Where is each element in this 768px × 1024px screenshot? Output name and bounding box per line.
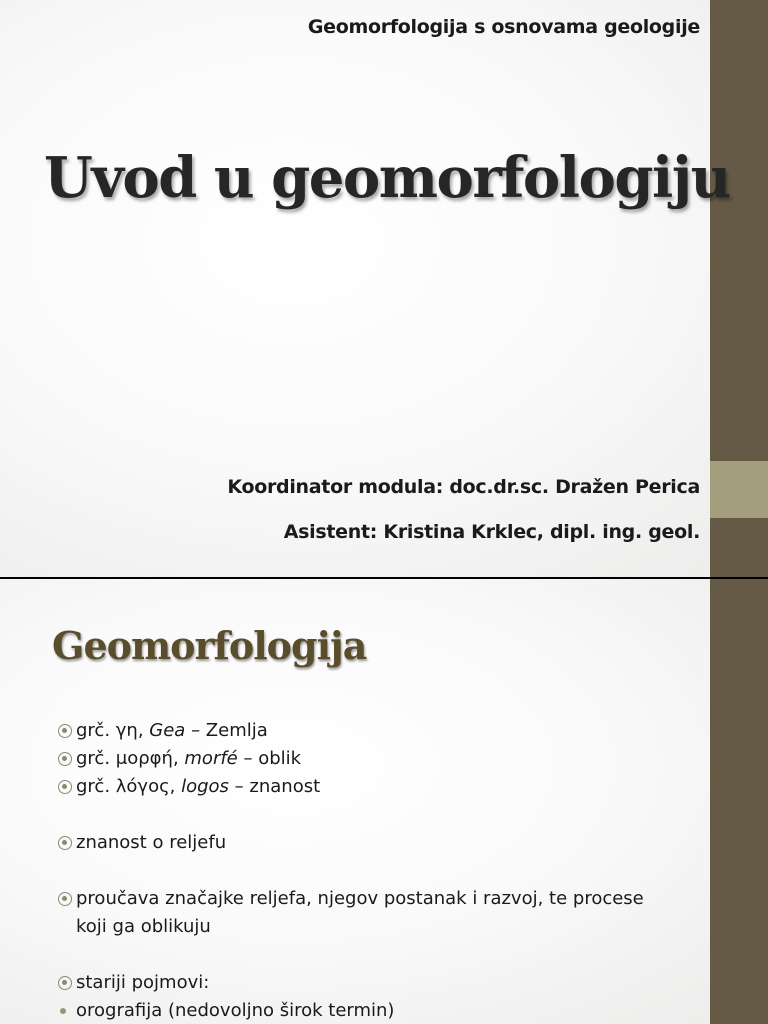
bullet-list [56, 717, 696, 1024]
etymology-meaning: – znanost [228, 776, 321, 797]
circle-bullet-icon [58, 724, 72, 738]
etymology-meaning: – Zemlja [185, 720, 268, 741]
list-item-etymology-1 [56, 717, 696, 745]
slide-title: Uvod u geomorfologiju [44, 145, 730, 211]
course-name: Geomorfologija s osnovama geologije [307, 16, 700, 38]
etymology-term: Gea [149, 720, 186, 741]
circle-bullet-icon [58, 892, 72, 906]
list-item-study [56, 885, 696, 913]
list-item-older-terms [56, 969, 696, 997]
etymology-prefix: grč. γη, [76, 720, 150, 741]
sub-list-item [56, 997, 696, 1024]
side-accent-bar [710, 0, 768, 577]
etymology-term: morfé [184, 748, 238, 769]
circle-bullet-icon [58, 780, 72, 794]
circle-bullet-icon [58, 976, 72, 990]
study-text-line2: koji ga oblikuju [76, 916, 211, 937]
etymology-term: logos [181, 776, 229, 797]
etymology-prefix: grč. λόγος, [76, 776, 182, 797]
etymology-prefix: grč. μορφή, [76, 748, 185, 769]
definition-text: znanost o reljefu [76, 832, 227, 853]
circle-bullet-icon [58, 836, 72, 850]
list-item-etymology-2 [56, 745, 696, 773]
slide-heading: Geomorfologija [52, 623, 367, 668]
older-terms-label: stariji pojmovi: [76, 972, 210, 993]
etymology-meaning: – oblik [237, 748, 302, 769]
side-accent-bar [710, 579, 768, 1024]
list-item-study-continued [56, 913, 696, 941]
list-item-etymology-3 [56, 773, 696, 801]
side-accent-tab [710, 461, 768, 518]
coordinator-line: Koordinator modula: doc.dr.sc. Dražen Perica [227, 476, 700, 498]
circle-bullet-icon [58, 752, 72, 766]
list-item-definition [56, 829, 696, 857]
content-slide [0, 579, 768, 1024]
study-text-line1: proučava značajke reljefa, njegov postanak i razvoj, te procese [76, 888, 644, 909]
older-term-text: orografija (nedovoljno širok termin) [76, 1000, 395, 1021]
dot-bullet-icon [60, 1008, 66, 1014]
assistant-line: Asistent: Kristina Krklec, dipl. ing. geol. [283, 521, 700, 543]
